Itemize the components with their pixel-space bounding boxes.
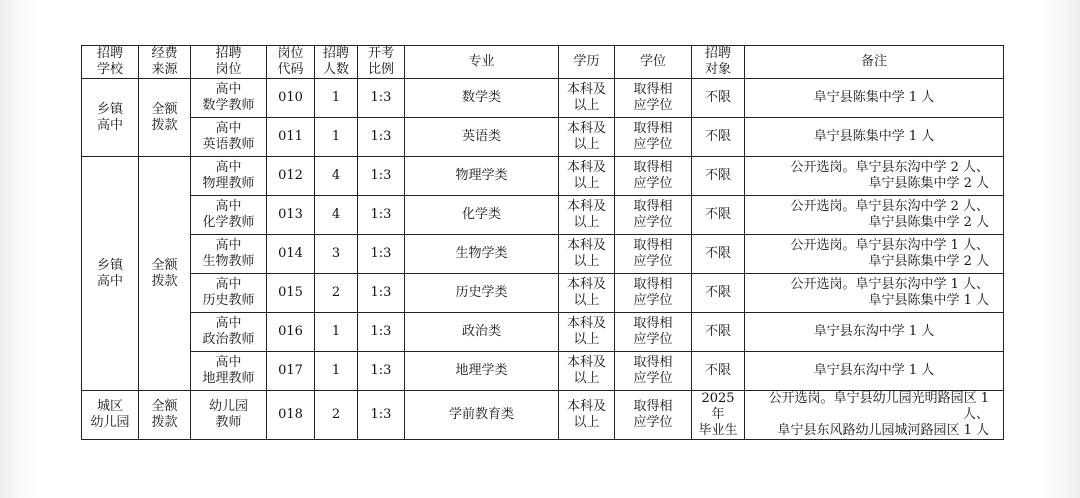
degree-cell: 取得相 应学位 xyxy=(615,79,692,118)
header-note: 备注 xyxy=(745,46,1004,79)
count-cell: 1 xyxy=(315,79,358,118)
table-row xyxy=(82,274,1004,313)
code-cell: 010 xyxy=(267,79,315,118)
table-row xyxy=(82,196,1004,235)
code-cell: 017 xyxy=(267,352,315,391)
major-cell: 政治类 xyxy=(405,313,559,352)
position-cell: 高中 地理教师 xyxy=(191,352,267,391)
note-cell: 公开选岗。阜宁县东沟中学 2 人、 阜宁县陈集中学 2 人 xyxy=(745,196,1004,235)
education-cell: 本科及 以上 xyxy=(559,391,615,440)
ratio-cell: 1:3 xyxy=(358,157,405,196)
code-cell: 014 xyxy=(267,235,315,274)
count-cell: 2 xyxy=(315,274,358,313)
table-row xyxy=(82,79,1004,118)
count-cell: 4 xyxy=(315,196,358,235)
header-count: 招聘 人数 xyxy=(315,46,358,79)
note-cell: 公开选岗。阜宁县幼儿园光明路园区 1 人、 阜宁县东风路幼儿园城河路园区 1 人 xyxy=(745,391,1004,440)
count-cell: 3 xyxy=(315,235,358,274)
target-cell: 不限 xyxy=(692,235,745,274)
target-cell: 2025 年 毕业生 xyxy=(692,391,745,440)
header-target: 招聘 对象 xyxy=(692,46,745,79)
degree-cell: 取得相 应学位 xyxy=(615,157,692,196)
count-cell: 1 xyxy=(315,352,358,391)
major-cell: 英语类 xyxy=(405,118,559,157)
header-funding: 经费 来源 xyxy=(139,46,191,79)
header-degree: 学位 xyxy=(615,46,692,79)
school-cell: 乡镇 高中 xyxy=(82,79,139,157)
degree-cell: 取得相 应学位 xyxy=(615,352,692,391)
count-cell: 2 xyxy=(315,391,358,440)
header-education: 学历 xyxy=(559,46,615,79)
header-ratio: 开考 比例 xyxy=(358,46,405,79)
code-cell: 012 xyxy=(267,157,315,196)
major-cell: 地理学类 xyxy=(405,352,559,391)
target-cell: 不限 xyxy=(692,313,745,352)
education-cell: 本科及 以上 xyxy=(559,352,615,391)
position-cell: 高中 生物教师 xyxy=(191,235,267,274)
education-cell: 本科及 以上 xyxy=(559,157,615,196)
major-cell: 生物学类 xyxy=(405,235,559,274)
position-cell: 高中 数学教师 xyxy=(191,79,267,118)
code-cell: 011 xyxy=(267,118,315,157)
table-row xyxy=(82,118,1004,157)
funding-cell: 全额 拨款 xyxy=(139,157,191,391)
position-cell: 高中 化学教师 xyxy=(191,196,267,235)
degree-cell: 取得相 应学位 xyxy=(615,118,692,157)
major-cell: 化学类 xyxy=(405,196,559,235)
education-cell: 本科及 以上 xyxy=(559,196,615,235)
position-cell: 高中 英语教师 xyxy=(191,118,267,157)
note-cell: 公开选岗。阜宁县东沟中学 1 人、 阜宁县陈集中学 2 人 xyxy=(745,235,1004,274)
note-cell: 阜宁县东沟中学 1 人 xyxy=(745,352,1004,391)
degree-cell: 取得相 应学位 xyxy=(615,313,692,352)
table-row xyxy=(82,235,1004,274)
major-cell: 历史学类 xyxy=(405,274,559,313)
table-row xyxy=(82,352,1004,391)
recruitment-table xyxy=(81,45,1004,440)
note-cell: 阜宁县东沟中学 1 人 xyxy=(745,313,1004,352)
count-cell: 1 xyxy=(315,313,358,352)
count-cell: 1 xyxy=(315,118,358,157)
ratio-cell: 1:3 xyxy=(358,79,405,118)
table-row xyxy=(82,157,1004,196)
header-row xyxy=(82,46,1004,79)
ratio-cell: 1:3 xyxy=(358,391,405,440)
table-row xyxy=(82,313,1004,352)
note-cell: 公开选岗。阜宁县东沟中学 1 人、 阜宁县陈集中学 1 人 xyxy=(745,274,1004,313)
major-cell: 物理学类 xyxy=(405,157,559,196)
funding-cell: 全额 拨款 xyxy=(139,391,191,440)
degree-cell: 取得相 应学位 xyxy=(615,235,692,274)
note-cell: 阜宁县陈集中学 1 人 xyxy=(745,118,1004,157)
education-cell: 本科及 以上 xyxy=(559,118,615,157)
funding-cell: 全额 拨款 xyxy=(139,79,191,157)
education-cell: 本科及 以上 xyxy=(559,274,615,313)
header-code: 岗位 代码 xyxy=(267,46,315,79)
target-cell: 不限 xyxy=(692,274,745,313)
ratio-cell: 1:3 xyxy=(358,352,405,391)
ratio-cell: 1:3 xyxy=(358,235,405,274)
education-cell: 本科及 以上 xyxy=(559,235,615,274)
position-cell: 高中 历史教师 xyxy=(191,274,267,313)
code-cell: 018 xyxy=(267,391,315,440)
major-cell: 学前教育类 xyxy=(405,391,559,440)
target-cell: 不限 xyxy=(692,196,745,235)
position-cell: 高中 物理教师 xyxy=(191,157,267,196)
ratio-cell: 1:3 xyxy=(358,313,405,352)
table-row xyxy=(82,391,1004,440)
code-cell: 015 xyxy=(267,274,315,313)
ratio-cell: 1:3 xyxy=(358,274,405,313)
header-major: 专业 xyxy=(405,46,559,79)
degree-cell: 取得相 应学位 xyxy=(615,391,692,440)
degree-cell: 取得相 应学位 xyxy=(615,274,692,313)
ratio-cell: 1:3 xyxy=(358,118,405,157)
note-cell: 公开选岗。阜宁县东沟中学 2 人、 阜宁县陈集中学 2 人 xyxy=(745,157,1004,196)
target-cell: 不限 xyxy=(692,157,745,196)
header-position: 招聘 岗位 xyxy=(191,46,267,79)
note-cell: 阜宁县陈集中学 1 人 xyxy=(745,79,1004,118)
school-cell: 城区 幼儿园 xyxy=(82,391,139,440)
education-cell: 本科及 以上 xyxy=(559,313,615,352)
degree-cell: 取得相 应学位 xyxy=(615,196,692,235)
target-cell: 不限 xyxy=(692,118,745,157)
target-cell: 不限 xyxy=(692,79,745,118)
school-cell: 乡镇 高中 xyxy=(82,157,139,391)
position-cell: 幼儿园 教师 xyxy=(191,391,267,440)
code-cell: 016 xyxy=(267,313,315,352)
ratio-cell: 1:3 xyxy=(358,196,405,235)
count-cell: 4 xyxy=(315,157,358,196)
code-cell: 013 xyxy=(267,196,315,235)
target-cell: 不限 xyxy=(692,352,745,391)
header-school: 招聘 学校 xyxy=(82,46,139,79)
education-cell: 本科及 以上 xyxy=(559,79,615,118)
major-cell: 数学类 xyxy=(405,79,559,118)
position-cell: 高中 政治教师 xyxy=(191,313,267,352)
